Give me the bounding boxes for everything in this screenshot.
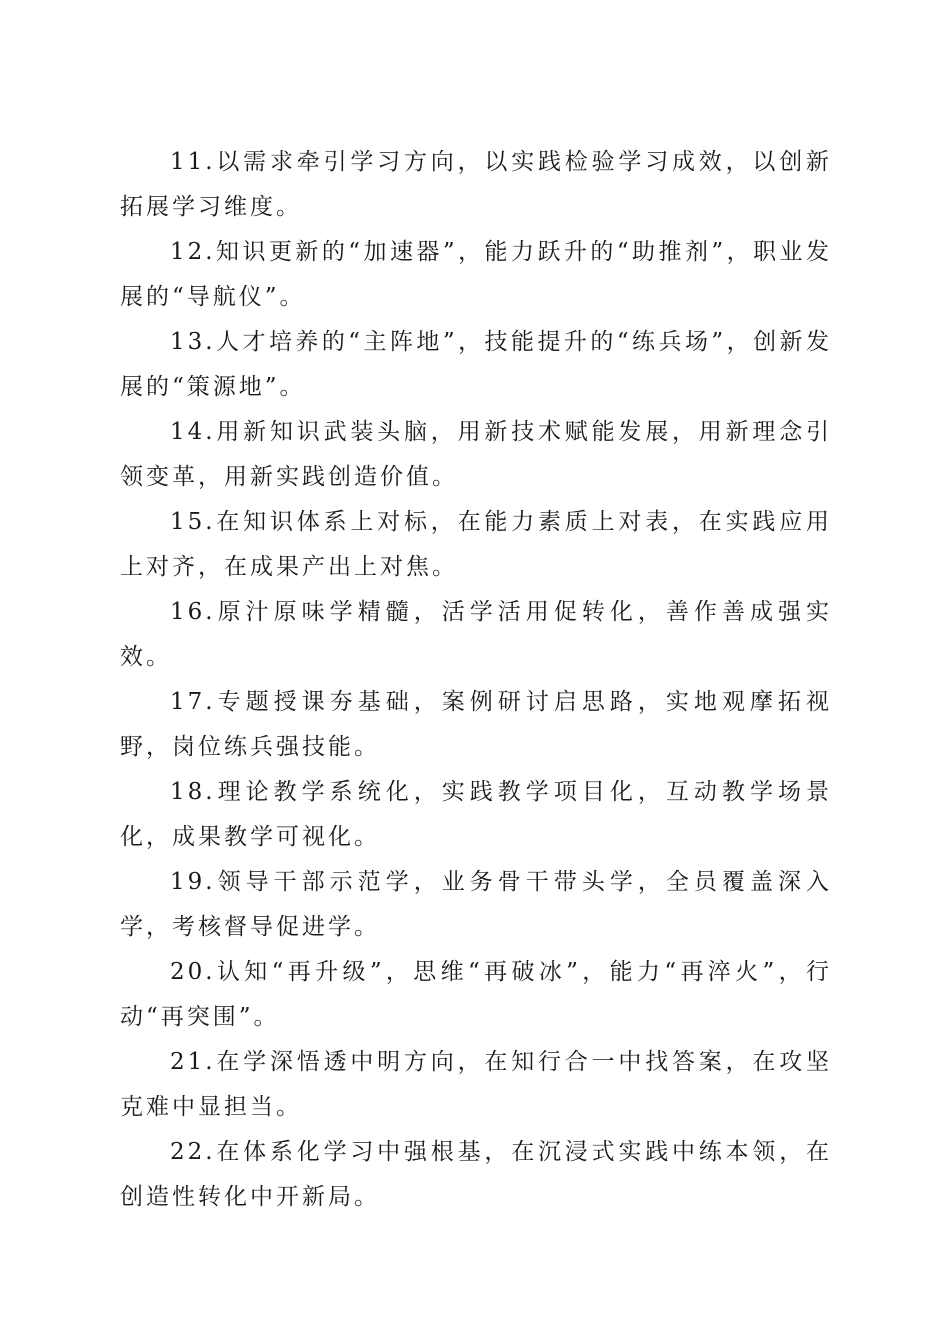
list-item-18: 18.理论教学系统化，实践教学项目化，互动教学场景化，成果教学可视化。 <box>120 779 832 850</box>
list-item-19: 19.领导干部示范学，业务骨干带头学，全员覆盖深入学，考核督导促进学。 <box>120 869 832 940</box>
list-item-21: 21.在学深悟透中明方向，在知行合一中找答案，在攻坚克难中显担当。 <box>120 1049 832 1120</box>
list-item-16: 16.原汁原味学精髓，活学活用促转化，善作善成强实效。 <box>120 599 832 670</box>
list-item-14: 14.用新知识武装头脑，用新技术赋能发展，用新理念引领变革，用新实践创造价值。 <box>120 419 832 490</box>
list-item-11: 11.以需求牵引学习方向，以实践检验学习成效，以创新拓展学习维度。 <box>120 149 832 220</box>
list-item-20: 20.认知“再升级”，思维“再破冰”，能力“再淬火”，行动“再突围”。 <box>120 959 832 1030</box>
list-item-12: 12.知识更新的“加速器”，能力跃升的“助推剂”，职业发展的“导航仪”。 <box>120 239 832 310</box>
document-body <box>120 140 832 1220</box>
list-item-15: 15.在知识体系上对标，在能力素质上对表，在实践应用上对齐，在成果产出上对焦。 <box>120 509 832 580</box>
list-item-17: 17.专题授课夯基础，案例研讨启思路，实地观摩拓视野，岗位练兵强技能。 <box>120 689 832 760</box>
list-item-13: 13.人才培养的“主阵地”，技能提升的“练兵场”，创新发展的“策源地”。 <box>120 329 832 400</box>
list-item-22: 22.在体系化学习中强根基，在沉浸式实践中练本领，在创造性转化中开新局。 <box>120 1139 832 1210</box>
